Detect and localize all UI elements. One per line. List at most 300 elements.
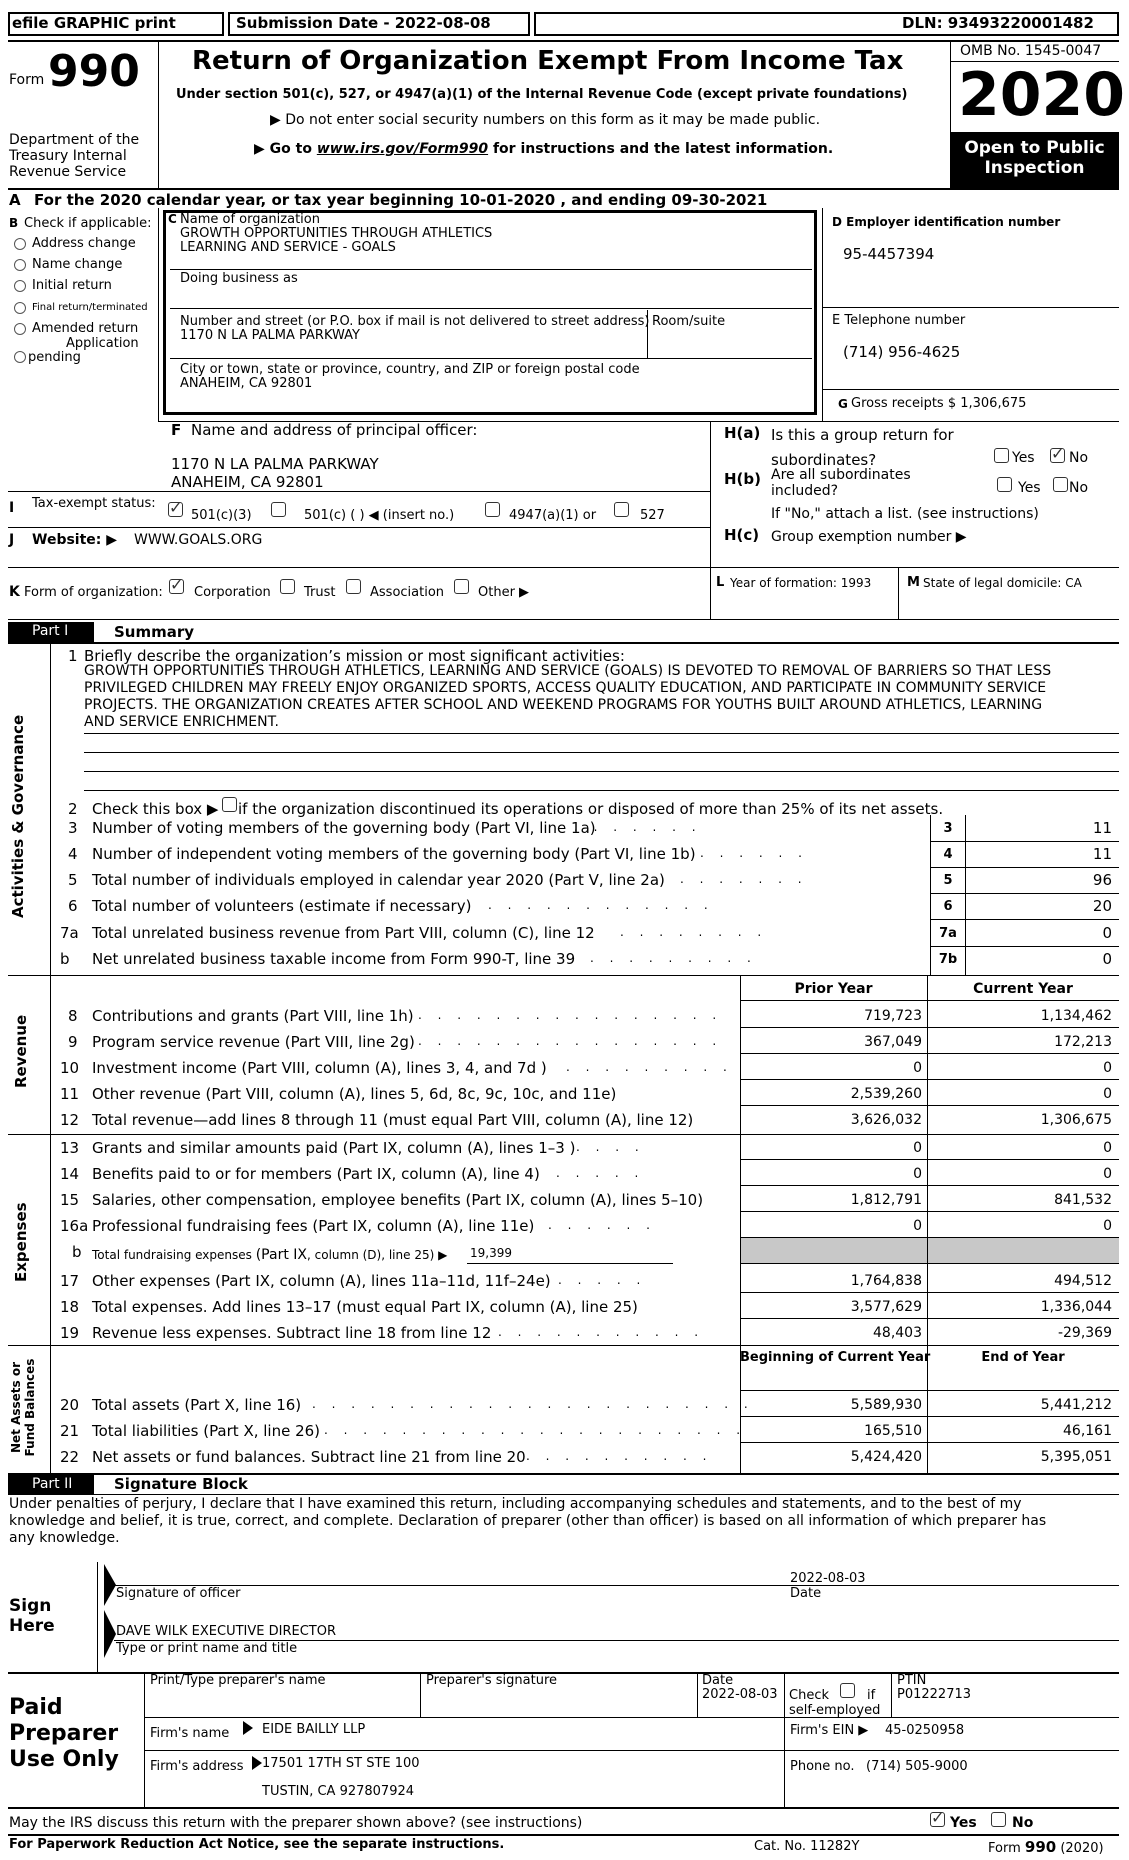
- leader-dots: . . . . . . .: [680, 872, 808, 886]
- rule: [8, 1345, 1119, 1346]
- website-label: Website: ▶: [32, 532, 118, 548]
- line3-box: 3: [943, 821, 953, 836]
- rule: [8, 188, 1119, 190]
- rule: [930, 815, 931, 975]
- rule: [97, 1562, 98, 1672]
- rule: [930, 867, 1119, 868]
- firm-ein: 45-0250958: [885, 1723, 965, 1738]
- leader-dots: . . . . . .: [700, 846, 808, 860]
- ha-no-label: No: [1069, 450, 1089, 466]
- address-change-label: Address change: [32, 236, 136, 251]
- rule: [898, 567, 899, 619]
- line-a-text: For the 2020 calendar year, or tax year beginning 10-01-2020 , and ending 09-30-2021: [34, 191, 768, 209]
- line10-text: Investment income (Part VIII, column (A), lines 3, 4, and 7d ): [92, 1059, 547, 1077]
- line11-num: 11: [60, 1085, 80, 1103]
- street-address: 1170 N LA PALMA PARKWAY: [180, 328, 360, 343]
- col-prior-year: Prior Year: [794, 981, 873, 997]
- line10-prior: 0: [913, 1060, 922, 1076]
- line5-num: 5: [68, 871, 78, 889]
- line15-text: Salaries, other compensation, employee benefits (Part IX, column (A), lines 5–10): [92, 1191, 704, 1209]
- leader-dots: . . . . . . . . .: [590, 951, 757, 965]
- section-f-letter: F: [171, 421, 182, 439]
- ssn-note: ▶ Do not enter social security numbers on this form as it may be made public.: [270, 112, 821, 128]
- ha-text1: Is this a group return for: [771, 426, 954, 444]
- line20-prior: 5,589,930: [850, 1397, 922, 1413]
- application-pending-checkbox[interactable]: [14, 351, 26, 363]
- gross-receipts-letter: G: [838, 397, 848, 411]
- telephone-label: E Telephone number: [832, 313, 966, 328]
- line15-prior: 1,812,791: [850, 1192, 922, 1208]
- rule: [84, 790, 1119, 791]
- line1-num: 1: [68, 647, 78, 665]
- leader-dots: . . . . . . . . . . . . . . . .: [418, 1034, 723, 1048]
- room-suite-label: Room/suite: [652, 314, 726, 329]
- mission-line2: PRIVILEGED CHILDREN MAY FREELY ENJOY ORGANIZED SPORTS, ACCESS QUALITY EDUCATION, AND PARTICIPATE IN COMMUNITY SERVICE: [84, 680, 1047, 696]
- rule: [144, 1750, 1119, 1751]
- preparer-label2: Preparer: [9, 1721, 119, 1746]
- leader-dots: . . . . . . . . . . .: [498, 1325, 705, 1339]
- rule: [784, 1672, 785, 1807]
- signature-line[interactable]: [114, 1585, 1119, 1586]
- leader-dots: . . . . . .: [548, 1218, 656, 1232]
- 501c3-label: 501(c)(3): [191, 508, 252, 523]
- rule: [740, 1211, 1119, 1212]
- hc-label: H(c): [724, 526, 760, 544]
- rule: [144, 1717, 1119, 1718]
- line8-prior: 719,723: [864, 1008, 922, 1024]
- rule: [158, 208, 159, 422]
- line16a-text: Professional fundraising fees (Part IX, column (A), line 11e): [92, 1217, 535, 1235]
- rule: [740, 1000, 1119, 1001]
- line18-text: Total expenses. Add lines 13–17 (must equal Part IX, column (A), line 25): [92, 1298, 638, 1316]
- ein-value: 95-4457394: [843, 245, 935, 263]
- rule: [8, 619, 1119, 620]
- 527-label: 527: [640, 508, 665, 523]
- website-link[interactable]: WWW.GOALS.ORG: [134, 532, 263, 548]
- leader-dots: . . . . . . . . . . . . . . . . . . . . . .: [324, 1423, 747, 1437]
- rule: [8, 40, 1119, 42]
- rule: [697, 1672, 698, 1717]
- line21-num: 21: [60, 1422, 80, 1440]
- footer-notice: For Paperwork Reduction Act Notice, see the separate instructions.: [9, 1837, 505, 1852]
- rule: [927, 975, 928, 1134]
- side-label-governance: Activities & Governance: [9, 714, 27, 918]
- signature-date: 2022-08-03: [790, 1571, 866, 1586]
- firm-name-label: Firm's name: [150, 1726, 230, 1741]
- ha-yes-label: Yes: [1012, 450, 1035, 466]
- rule: [740, 1105, 1119, 1106]
- rule: [170, 358, 812, 359]
- hb-yes-checkbox[interactable]: [997, 477, 1012, 492]
- line17-text: Other expenses (Part IX, column (A), lines 11a–11d, 11f–24e): [92, 1272, 551, 1290]
- line13-prior: 0: [913, 1140, 922, 1156]
- section-c-letter: C: [168, 212, 177, 226]
- dba-label: Doing business as: [180, 271, 298, 286]
- department: Department of the Treasury Internal Revenue Service: [9, 132, 140, 180]
- hb-label: H(b): [724, 470, 762, 488]
- efile-label: efile GRAPHIC print: [12, 14, 176, 32]
- discuss-yes-checkbox[interactable]: [930, 1808, 945, 1827]
- open-to-public-badge: Open to Public Inspection: [950, 132, 1119, 188]
- line22-num: 22: [60, 1448, 80, 1466]
- line14-num: 14: [60, 1165, 80, 1183]
- goto-note: ▶ Go to www.irs.gov/Form990 for instructions and the latest information.: [254, 141, 834, 157]
- principal-officer-address1: 1170 N LA PALMA PARKWAY: [171, 455, 379, 473]
- sign-label1: Sign: [9, 1596, 52, 1616]
- self-employed-check-label: Check: [789, 1688, 829, 1703]
- rule: [927, 1238, 928, 1263]
- hb-yes-label: Yes: [1018, 480, 1041, 496]
- section-l-letter: L: [716, 575, 725, 590]
- hc-text: Group exemption number ▶: [771, 529, 967, 545]
- hb-no-checkbox[interactable]: [1053, 477, 1068, 492]
- line13-text: Grants and similar amounts paid (Part IX, column (A), lines 1–3 ): [92, 1139, 576, 1157]
- leader-dots: . . . . . . . . . . . .: [488, 898, 714, 912]
- ptin-label: PTIN: [897, 1673, 927, 1688]
- rule: [647, 310, 648, 358]
- line4-text: Number of independent voting members of the governing body (Part VI, line 1b): [92, 845, 696, 863]
- section-m-letter: M: [907, 575, 920, 590]
- ha-yes-checkbox[interactable]: [994, 448, 1009, 463]
- line20-text: Total assets (Part X, line 16): [92, 1396, 302, 1414]
- section-b-title: Check if applicable:: [24, 216, 152, 231]
- part1-title: Summary: [114, 623, 195, 641]
- line20-num: 20: [60, 1396, 80, 1414]
- line12-text: Total revenue—add lines 8 through 11 (must equal Part VIII, column (A), line 12): [92, 1111, 694, 1129]
- signature-officer-label: Signature of officer: [116, 1586, 241, 1601]
- org-name-label: Name of organization: [180, 212, 320, 227]
- discuss-no-label: No: [1012, 1815, 1034, 1831]
- rule: [740, 1416, 1119, 1417]
- line16b-text: Total fundraising expenses (Part IX, column (D), line 25) ▶: [92, 1247, 448, 1263]
- other-label: Other ▶: [478, 585, 530, 600]
- discuss-no-checkbox[interactable]: [991, 1812, 1006, 1827]
- side-label-expenses: Expenses: [12, 1202, 30, 1282]
- section-b-letter: B: [9, 216, 19, 230]
- trust-checkbox[interactable]: [280, 579, 295, 594]
- name-change-label: Name change: [32, 257, 123, 272]
- line7b-num: b: [60, 950, 70, 968]
- city-label: City or town, state or province, country, and ZIP or foreign postal code: [180, 362, 640, 377]
- line21-text: Total liabilities (Part X, line 26): [92, 1422, 321, 1440]
- line-a-letter: A: [9, 191, 21, 209]
- line4-value: 11: [1092, 845, 1112, 863]
- officer-name-title: DAVE WILK EXECUTIVE DIRECTOR: [116, 1624, 336, 1639]
- line10-num: 10: [60, 1059, 80, 1077]
- rule: [930, 893, 1119, 894]
- rule: [170, 308, 812, 309]
- name-arrow-icon: [104, 1610, 116, 1658]
- org-name-line2: LEARNING AND SERVICE - GOALS: [180, 240, 396, 255]
- rule: [740, 1292, 1119, 1293]
- rule: [930, 841, 1119, 842]
- footer-cat-no: Cat. No. 11282Y: [754, 1839, 860, 1854]
- firm-address-line2: TUSTIN, CA 927807924: [262, 1784, 415, 1799]
- 4947a1-checkbox[interactable]: [485, 502, 500, 517]
- hb-no-label: No: [1069, 480, 1089, 496]
- 527-checkbox[interactable]: [614, 502, 629, 517]
- firm-address-arrow-icon: [252, 1756, 262, 1770]
- section-j-letter: J: [9, 532, 15, 548]
- telephone-value: (714) 956-4625: [843, 343, 961, 361]
- line19-prior: 48,403: [873, 1325, 922, 1341]
- tax-year: 2020: [958, 60, 1125, 130]
- association-checkbox[interactable]: [346, 579, 361, 594]
- shaded-cell: [741, 1238, 1119, 1263]
- line17-num: 17: [60, 1272, 80, 1290]
- rule: [740, 1185, 1119, 1186]
- line14-current: 0: [1103, 1166, 1112, 1182]
- 501c-label: 501(c) ( ) ◀ (insert no.): [304, 508, 455, 523]
- rule: [8, 1834, 1119, 1836]
- preparer-label3: Use Only: [9, 1747, 119, 1772]
- rule: [8, 567, 1119, 568]
- line22-text: Net assets or fund balances. Subtract line 21 from line 20: [92, 1448, 526, 1466]
- amended-return-label: Amended return: [32, 321, 139, 336]
- rule: [84, 733, 1119, 734]
- firm-ein-label: Firm's EIN ▶: [790, 1723, 869, 1738]
- ha-label: H(a): [724, 424, 761, 442]
- line4-box: 4: [943, 847, 953, 862]
- self-employed-label: self-employed: [789, 1703, 881, 1718]
- signature-date-label: Date: [790, 1586, 822, 1601]
- perjury-line3: any knowledge.: [9, 1530, 120, 1546]
- line22-current: 5,395,051: [1040, 1449, 1112, 1465]
- checkmark-icon: ✓: [170, 575, 184, 594]
- preparer-date-label: Date: [702, 1673, 734, 1688]
- hb-text2: included?: [771, 483, 839, 499]
- rule: [710, 421, 711, 619]
- line11-prior: 2,539,260: [850, 1086, 922, 1102]
- preparer-signature-label: Preparer's signature: [426, 1673, 558, 1688]
- corporation-checkbox[interactable]: [169, 575, 184, 594]
- rule: [158, 40, 159, 188]
- corporation-label: Corporation: [194, 585, 271, 600]
- rule: [740, 975, 741, 1134]
- perjury-line2: knowledge and belief, it is true, correct, and complete. Declaration of preparer (other than officer) is based on all information of which preparer has: [9, 1513, 1047, 1529]
- line7a-num: 7a: [60, 924, 79, 942]
- discuss-question: May the IRS discuss this return with the preparer shown above? (see instructions): [9, 1815, 583, 1831]
- leader-dots: . . . . . . . . . .: [526, 1449, 713, 1463]
- leader-dots: . . . .: [576, 1140, 645, 1154]
- col-beginning-year: Beginning of Current Year: [740, 1350, 931, 1365]
- line5-box: 5: [943, 873, 953, 888]
- omb-number: OMB No. 1545-0047: [960, 43, 1102, 59]
- rule: [740, 1159, 1119, 1160]
- rule: [891, 1672, 892, 1717]
- side-label-net-assets: Net Assets or Fund Balances: [9, 1358, 37, 1457]
- rule: [84, 771, 1119, 772]
- line6-num: 6: [68, 897, 78, 915]
- line4-num: 4: [68, 845, 78, 863]
- line18-num: 18: [60, 1298, 80, 1316]
- rule: [467, 1263, 673, 1264]
- firm-address-line1: 17501 17TH ST STE 100: [262, 1756, 420, 1771]
- self-employed-checkbox[interactable]: [840, 1683, 855, 1698]
- line13-current: 0: [1103, 1140, 1112, 1156]
- line12-current: 1,306,675: [1040, 1112, 1112, 1128]
- line9-num: 9: [68, 1033, 78, 1051]
- line11-text: Other revenue (Part VIII, column (A), lines 5, 6d, 8c, 9c, 10c, and 11e): [92, 1085, 617, 1103]
- sign-label2: Here: [9, 1616, 55, 1636]
- line22-prior: 5,424,420: [850, 1449, 922, 1465]
- part2-title: Signature Block: [114, 1475, 248, 1493]
- rule: [740, 1442, 1119, 1443]
- line7a-text: Total unrelated business revenue from Part VIII, column (C), line 12: [92, 924, 595, 942]
- firm-address-label: Firm's address: [150, 1759, 244, 1774]
- leader-dots: . . . . . . . . . . . . . . . . . . . . . . .: [312, 1397, 754, 1411]
- rule: [420, 1672, 421, 1717]
- firm-phone: (714) 505-9000: [866, 1759, 968, 1774]
- 501c-checkbox[interactable]: [271, 502, 286, 517]
- self-employed-if-label: if: [867, 1688, 876, 1703]
- line7b-value: 0: [1102, 950, 1112, 968]
- line18-prior: 3,577,629: [850, 1299, 922, 1315]
- preparer-date: 2022-08-03: [702, 1687, 778, 1702]
- line2-pre: Check this box ▶: [92, 800, 219, 818]
- mission-line4: AND SERVICE ENRICHMENT.: [84, 714, 279, 730]
- line1-text: Briefly describe the organization’s mission or most significant activities:: [84, 647, 625, 665]
- state-of-domicile: State of legal domicile: CA: [923, 576, 1082, 590]
- line14-prior: 0: [913, 1166, 922, 1182]
- initial-return-checkbox[interactable]: [14, 280, 26, 292]
- rule: [740, 1318, 1119, 1319]
- application-pending-label: Application pending: [28, 336, 139, 365]
- hb-text1: Are all subordinates: [771, 467, 911, 483]
- line9-prior: 367,049: [864, 1034, 922, 1050]
- line7b-text: Net unrelated business taxable income from Form 990-T, line 39: [92, 950, 576, 968]
- line15-current: 841,532: [1054, 1192, 1112, 1208]
- checkmark-icon: ✓: [1051, 444, 1065, 463]
- section-k-letter: K: [9, 584, 20, 600]
- line2-checkbox[interactable]: [222, 797, 237, 812]
- col-end-year: End of Year: [981, 1350, 1065, 1365]
- footer-form: Form 990 (2020): [988, 1838, 1104, 1856]
- line16a-current: 0: [1103, 1218, 1112, 1234]
- line8-num: 8: [68, 1007, 78, 1025]
- line17-prior: 1,764,838: [850, 1273, 922, 1289]
- street-label: Number and street (or P.O. box if mail is not delivered to street address): [180, 314, 650, 329]
- leader-dots: . . . . . . . .: [620, 925, 768, 939]
- submission-date: Submission Date - 2022-08-08: [236, 14, 491, 32]
- form-subtitle: Under section 501(c), 527, or 4947(a)(1) of the Internal Revenue Code (except private foundations): [176, 87, 908, 102]
- line6-text: Total number of volunteers (estimate if necessary): [92, 897, 472, 915]
- checkmark-icon: ✓: [169, 498, 183, 517]
- firm-name: EIDE BAILLY LLP: [262, 1722, 366, 1737]
- line7a-box: 7a: [939, 926, 957, 941]
- mission-line3: PROJECTS. THE ORGANIZATION CREATES AFTER SCHOOL AND WEEKEND PROGRAMS FOR YOUTHS BUILT AROUND ATHLETICS, LEARNING: [84, 697, 1043, 713]
- rule: [8, 1134, 1119, 1135]
- irs-link[interactable]: www.irs.gov/Form990: [316, 141, 489, 157]
- final-return-checkbox[interactable]: [14, 302, 26, 314]
- address-change-checkbox[interactable]: [14, 238, 26, 250]
- rule: [8, 642, 1119, 644]
- line18-current: 1,336,044: [1040, 1299, 1112, 1315]
- line15-num: 15: [60, 1191, 80, 1209]
- line16a-prior: 0: [913, 1218, 922, 1234]
- rule: [740, 1079, 1119, 1080]
- ha-text2: subordinates?: [771, 451, 877, 469]
- rule: [740, 1027, 1119, 1028]
- side-label-revenue: Revenue: [12, 1014, 30, 1088]
- line13-num: 13: [60, 1139, 80, 1157]
- part1-label: Part I: [32, 623, 69, 639]
- line3-num: 3: [68, 819, 78, 837]
- line19-num: 19: [60, 1324, 80, 1342]
- rule: [50, 643, 51, 1474]
- ptin-value: P01222713: [897, 1687, 972, 1702]
- col-current-year: Current Year: [973, 981, 1073, 997]
- final-return-label: Final return/terminated: [32, 302, 148, 313]
- other-checkbox[interactable]: [454, 579, 469, 594]
- principal-officer-title: Name and address of principal officer:: [191, 421, 478, 439]
- leader-dots: . . . . .: [558, 1273, 647, 1287]
- rule: [930, 946, 1119, 947]
- rule: [740, 1390, 1119, 1391]
- line16a-num: 16a: [60, 1217, 89, 1235]
- year-of-formation: Year of formation: 1993: [730, 576, 872, 590]
- leader-dots: . . . . .: [556, 1166, 645, 1180]
- rule: [84, 752, 1119, 753]
- gross-receipts: Gross receipts $ 1,306,675: [851, 396, 1027, 411]
- line5-text: Total number of individuals employed in calendar year 2020 (Part V, line 2a): [92, 871, 665, 889]
- form-title: Return of Organization Exempt From Income Tax: [192, 46, 904, 76]
- line6-value: 20: [1092, 897, 1112, 915]
- rule: [8, 975, 1119, 976]
- rule: [8, 527, 710, 528]
- perjury-line1: Under penalties of perjury, I declare that I have examined this return, including accompanying schedules and statements, and to the best of my: [9, 1496, 1022, 1512]
- city-state-zip: ANAHEIM, CA 92801: [180, 376, 313, 391]
- checkmark-icon: ✓: [931, 1808, 945, 1827]
- rule: [8, 1494, 1119, 1495]
- name-title-label: Type or print name and title: [116, 1641, 298, 1656]
- amended-return-checkbox[interactable]: [14, 323, 26, 335]
- ha-no-checkbox[interactable]: [1050, 444, 1065, 463]
- line7b-box: 7b: [938, 952, 958, 967]
- leader-dots: . . . . . . . . .: [566, 1060, 733, 1074]
- form-word: Form: [9, 72, 45, 88]
- dln: DLN: 93493220001482: [902, 14, 1094, 32]
- preparer-name-label: Print/Type preparer's name: [150, 1673, 326, 1688]
- firm-name-arrow-icon: [243, 1721, 253, 1735]
- leader-dots: . . . . . . .: [574, 820, 702, 834]
- line6-box: 6: [943, 899, 953, 914]
- org-name-line1: GROWTH OPPORTUNITIES THROUGH ATHLETICS: [180, 226, 493, 241]
- preparer-label1: Paid: [9, 1695, 63, 1720]
- initial-return-label: Initial return: [32, 278, 112, 293]
- leader-dots: . . . . . . . . . . . . . . . .: [418, 1008, 723, 1022]
- line2-post: if the organization discontinued its operations or disposed of more than 25% of its net assets.: [238, 800, 944, 818]
- line19-current: -29,369: [1057, 1325, 1112, 1341]
- 501c3-checkbox[interactable]: [168, 498, 183, 517]
- rule: [8, 491, 710, 492]
- line12-prior: 3,626,032: [850, 1112, 922, 1128]
- firm-phone-label: Phone no.: [790, 1759, 855, 1774]
- form-number: 990: [48, 46, 140, 97]
- line10-current: 0: [1103, 1060, 1112, 1076]
- form-of-org-label: Form of organization:: [24, 585, 163, 600]
- line20-current: 5,441,212: [1040, 1397, 1112, 1413]
- ein-label: D Employer identification number: [832, 215, 1061, 229]
- line14-text: Benefits paid to or for members (Part IX, column (A), line 4): [92, 1165, 540, 1183]
- rule: [822, 389, 1119, 390]
- name-change-checkbox[interactable]: [14, 259, 26, 271]
- rule: [740, 1263, 1119, 1264]
- line8-text: Contributions and grants (Part VIII, line 1h): [92, 1007, 414, 1025]
- line8-current: 1,134,462: [1040, 1008, 1112, 1024]
- rule: [930, 919, 1119, 920]
- tax-exempt-label: Tax-exempt status:: [32, 496, 156, 511]
